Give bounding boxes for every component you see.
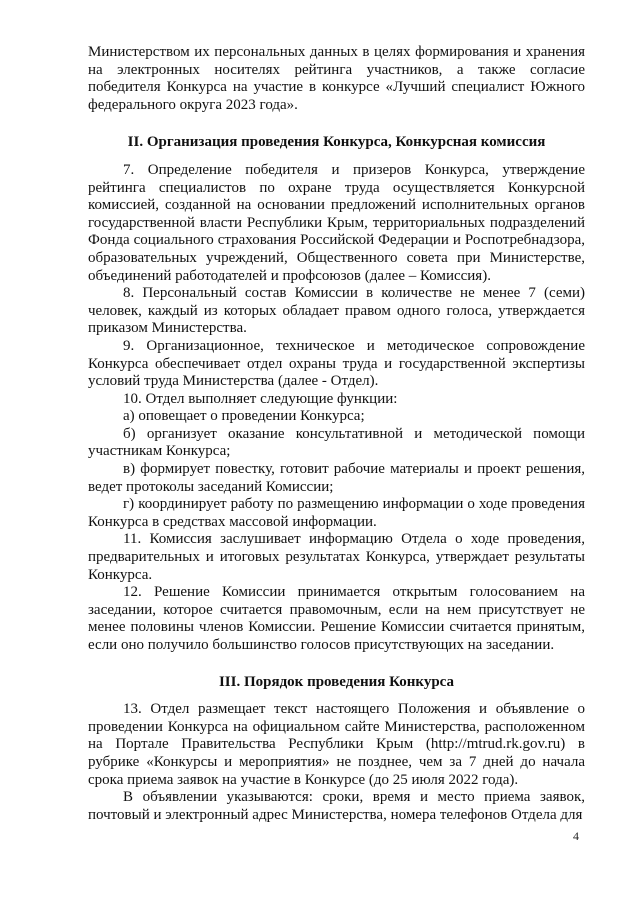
paragraph-10: 10. Отдел выполняет следующие функции: (123, 390, 398, 407)
paragraph-11: 11. Комиссия заслушивает информацию Отдела о ходе проведения, предварительных и итоговых результатах Конкурса, утверждает результаты Конкурса. (88, 531, 585, 583)
spacer (88, 655, 585, 674)
intro-paragraph: Министерством их персональных данных в целях формирования и хранения на электронных носителях рейтинга участников, а также согласие победителя Конкурса на участие в конкурсе «Лучший специалист Южного федерального округа 2023 года». (88, 44, 585, 113)
paragraph-10d: г) координирует работу по размещению информации о ходе проведения Конкурса в средствах массовой информации. (88, 496, 585, 530)
paragraph-12: 12. Решение Комиссии принимается открытым голосованием на заседании, которое считается правомочным, если на нем присутствует не менее половины членов Комиссии. Решение Комиссии считается принятым, если оно получило большинство голосов присутствующих на заседании. (88, 584, 585, 653)
paragraph-10a: а) оповещает о проведении Конкурса; (123, 408, 365, 425)
spacer (88, 691, 585, 701)
paragraph-7: 7. Определение победителя и призеров Конкурса, утверждение рейтинга специалистов по охране труда осуществляется Конкурсной комиссией, созданной на основании предложений исполнительных органов государственной власти Республики Крым, территориальных подразделений Фонда социального страхования Российской Федерации и Роспотребнадзора, образовательных учреждений, Общественного совета при Министерстве, объединений работодателей и профсоюзов (далее – Комиссия). (88, 161, 585, 284)
section-3-heading: III. Порядок проведения Конкурса (218, 673, 455, 690)
paragraph-9: 9. Организационное, техническое и методическое сопровождение Конкурса обеспечивает отдел охраны труда и государственной экспертизы условий труда Министерства (далее - Отдел). (88, 337, 585, 390)
paragraph-8: 8. Персональный состав Комиссии в количестве не менее 7 (семи) человек, каждый из которых обладает правом одного голоса, утверждается приказом Министерства. (88, 285, 585, 337)
paragraph-13: 13. Отдел размещает текст настоящего Положения и объявление о проведении Конкурса на официальном сайте Министерства, расположенном на Портале Правительства Республики Крым (http://mtrud.rk.gov.ru) в рубрике «Конкурсы и мероприятия» не позднее, чем за 7 дней до начала срока приема заявок на участие в Конкурсе (до 25 июля 2022 года). (88, 701, 585, 788)
spacer (88, 152, 585, 162)
page-body (88, 44, 585, 824)
paragraph-10b: б) организует оказание консультативной и методической помощи участникам Конкурса; (88, 425, 585, 460)
section-2-heading: II. Организация проведения Конкурса, Конкурсная комиссия (127, 134, 546, 151)
paragraph-14: В объявлении указываются: сроки, время и место приема заявок, почтовый и электронный адрес Министерства, номера телефонов Отдела для (88, 789, 585, 823)
page-number: 4 (573, 829, 579, 843)
spacer (88, 114, 585, 134)
paragraph-10c: в) формирует повестку, готовит рабочие материалы и проект решения, ведет протоколы заседаний Комиссии; (88, 461, 585, 495)
